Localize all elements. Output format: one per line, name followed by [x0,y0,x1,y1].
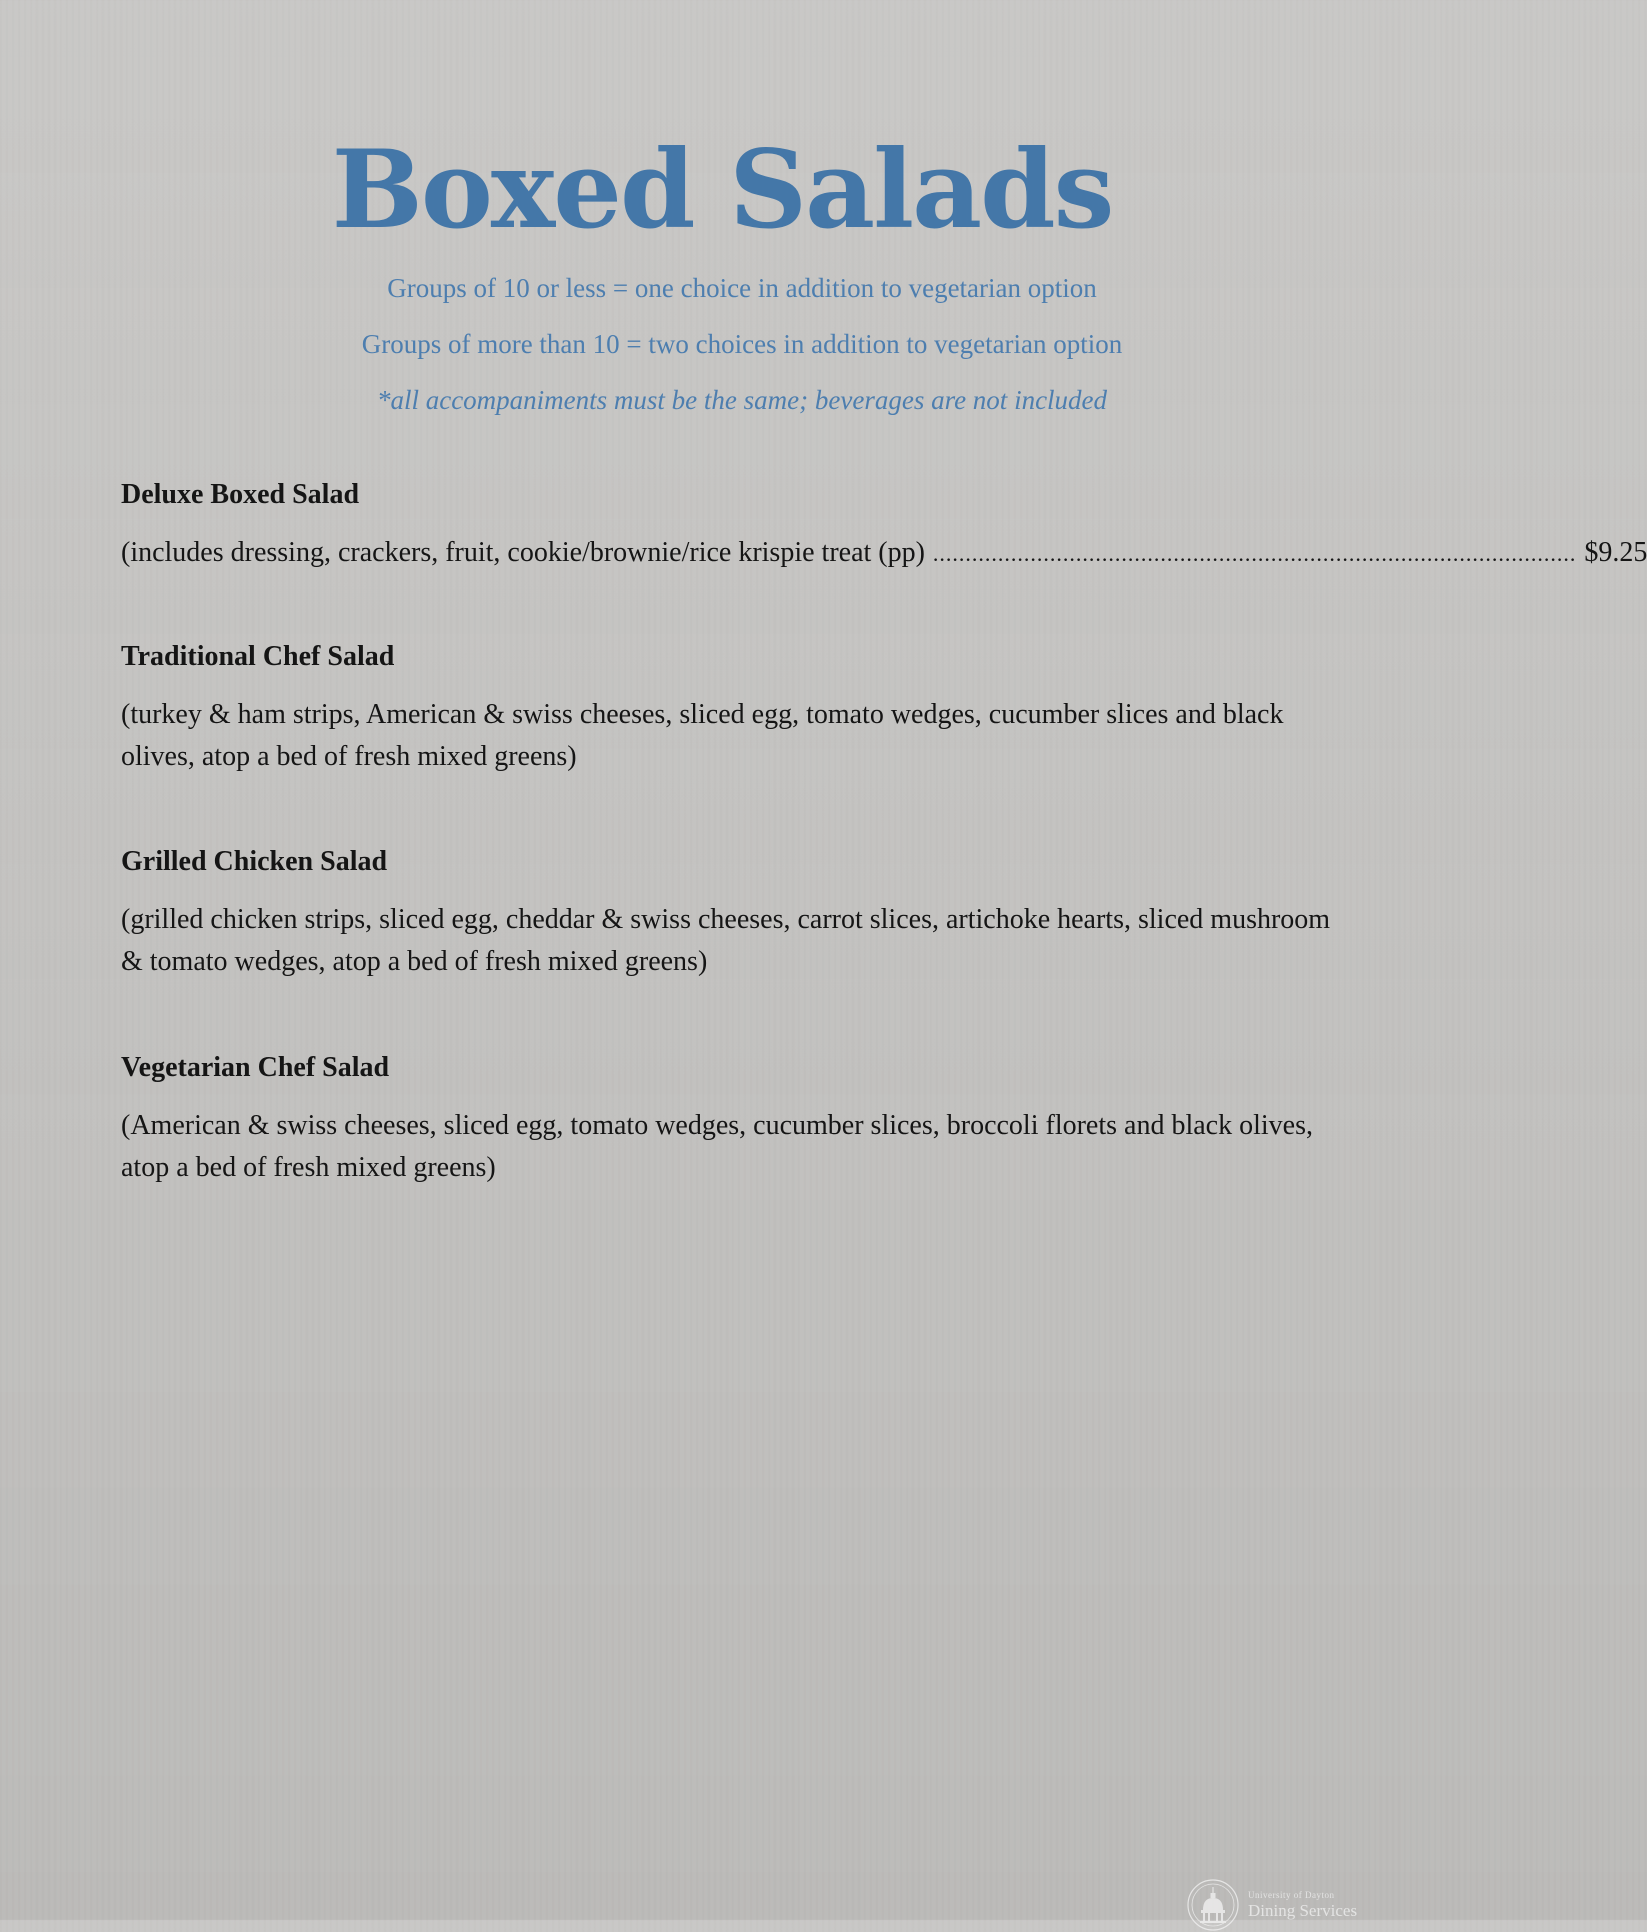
menu-item-description: (includes dressing, crackers, fruit, cookie/brownie/rice krispie treat (pp) [121,537,925,568]
menu-item-price: $9.25 [1584,537,1647,568]
ordering-rule-large-groups: Groups of more than 10 = two choices in addition to vegetarian option [361,329,1123,359]
menu-item-name: Deluxe Boxed Salad [121,479,360,510]
dot-leader: ................................................................................................... [932,541,1577,566]
menu-item-name: Vegetarian Chef Salad [121,1052,390,1083]
dome-icon [1186,1878,1240,1932]
menu-item-traditional-chef-salad [121,640,1345,778]
menu-item-name: Traditional Chef Salad [121,641,395,672]
menu-item-description: (grilled chicken strips, sliced egg, cheddar & swiss cheeses, carrot slices, artichoke hearts, sliced mushroom & tomato wedges, atop a bed of fresh mixed greens) [121,904,1331,977]
menu-item-grilled-chicken-salad [121,845,1345,983]
menu-item-deluxe-boxed-salad [121,478,1647,575]
accompaniments-note: *all accompaniments must be the same; beverages are not included [376,385,1108,415]
menu-item-vegetarian-chef-salad [121,1051,1345,1189]
dining-services-logo [1186,1878,1357,1932]
ordering-rule-small-groups: Groups of 10 or less = one choice in addition to vegetarian option [387,273,1097,303]
menu-item-description: (turkey & ham strips, American & swiss cheeses, sliced egg, tomato wedges, cucumber slices and black olives, atop a bed of fresh mixed greens) [121,699,1284,772]
page-title: Boxed Salads [331,127,1113,253]
menu-item-description: (American & swiss cheeses, sliced egg, tomato wedges, cucumber slices, broccoli florets and black olives, atop a bed of fresh mixed greens) [121,1110,1313,1183]
menu-item-name: Grilled Chicken Salad [121,846,388,877]
logo-subtitle: University of Dayton [1248,1889,1335,1900]
menu-item-price-line [121,532,1647,575]
logo-title: Dining Services [1248,1900,1358,1920]
